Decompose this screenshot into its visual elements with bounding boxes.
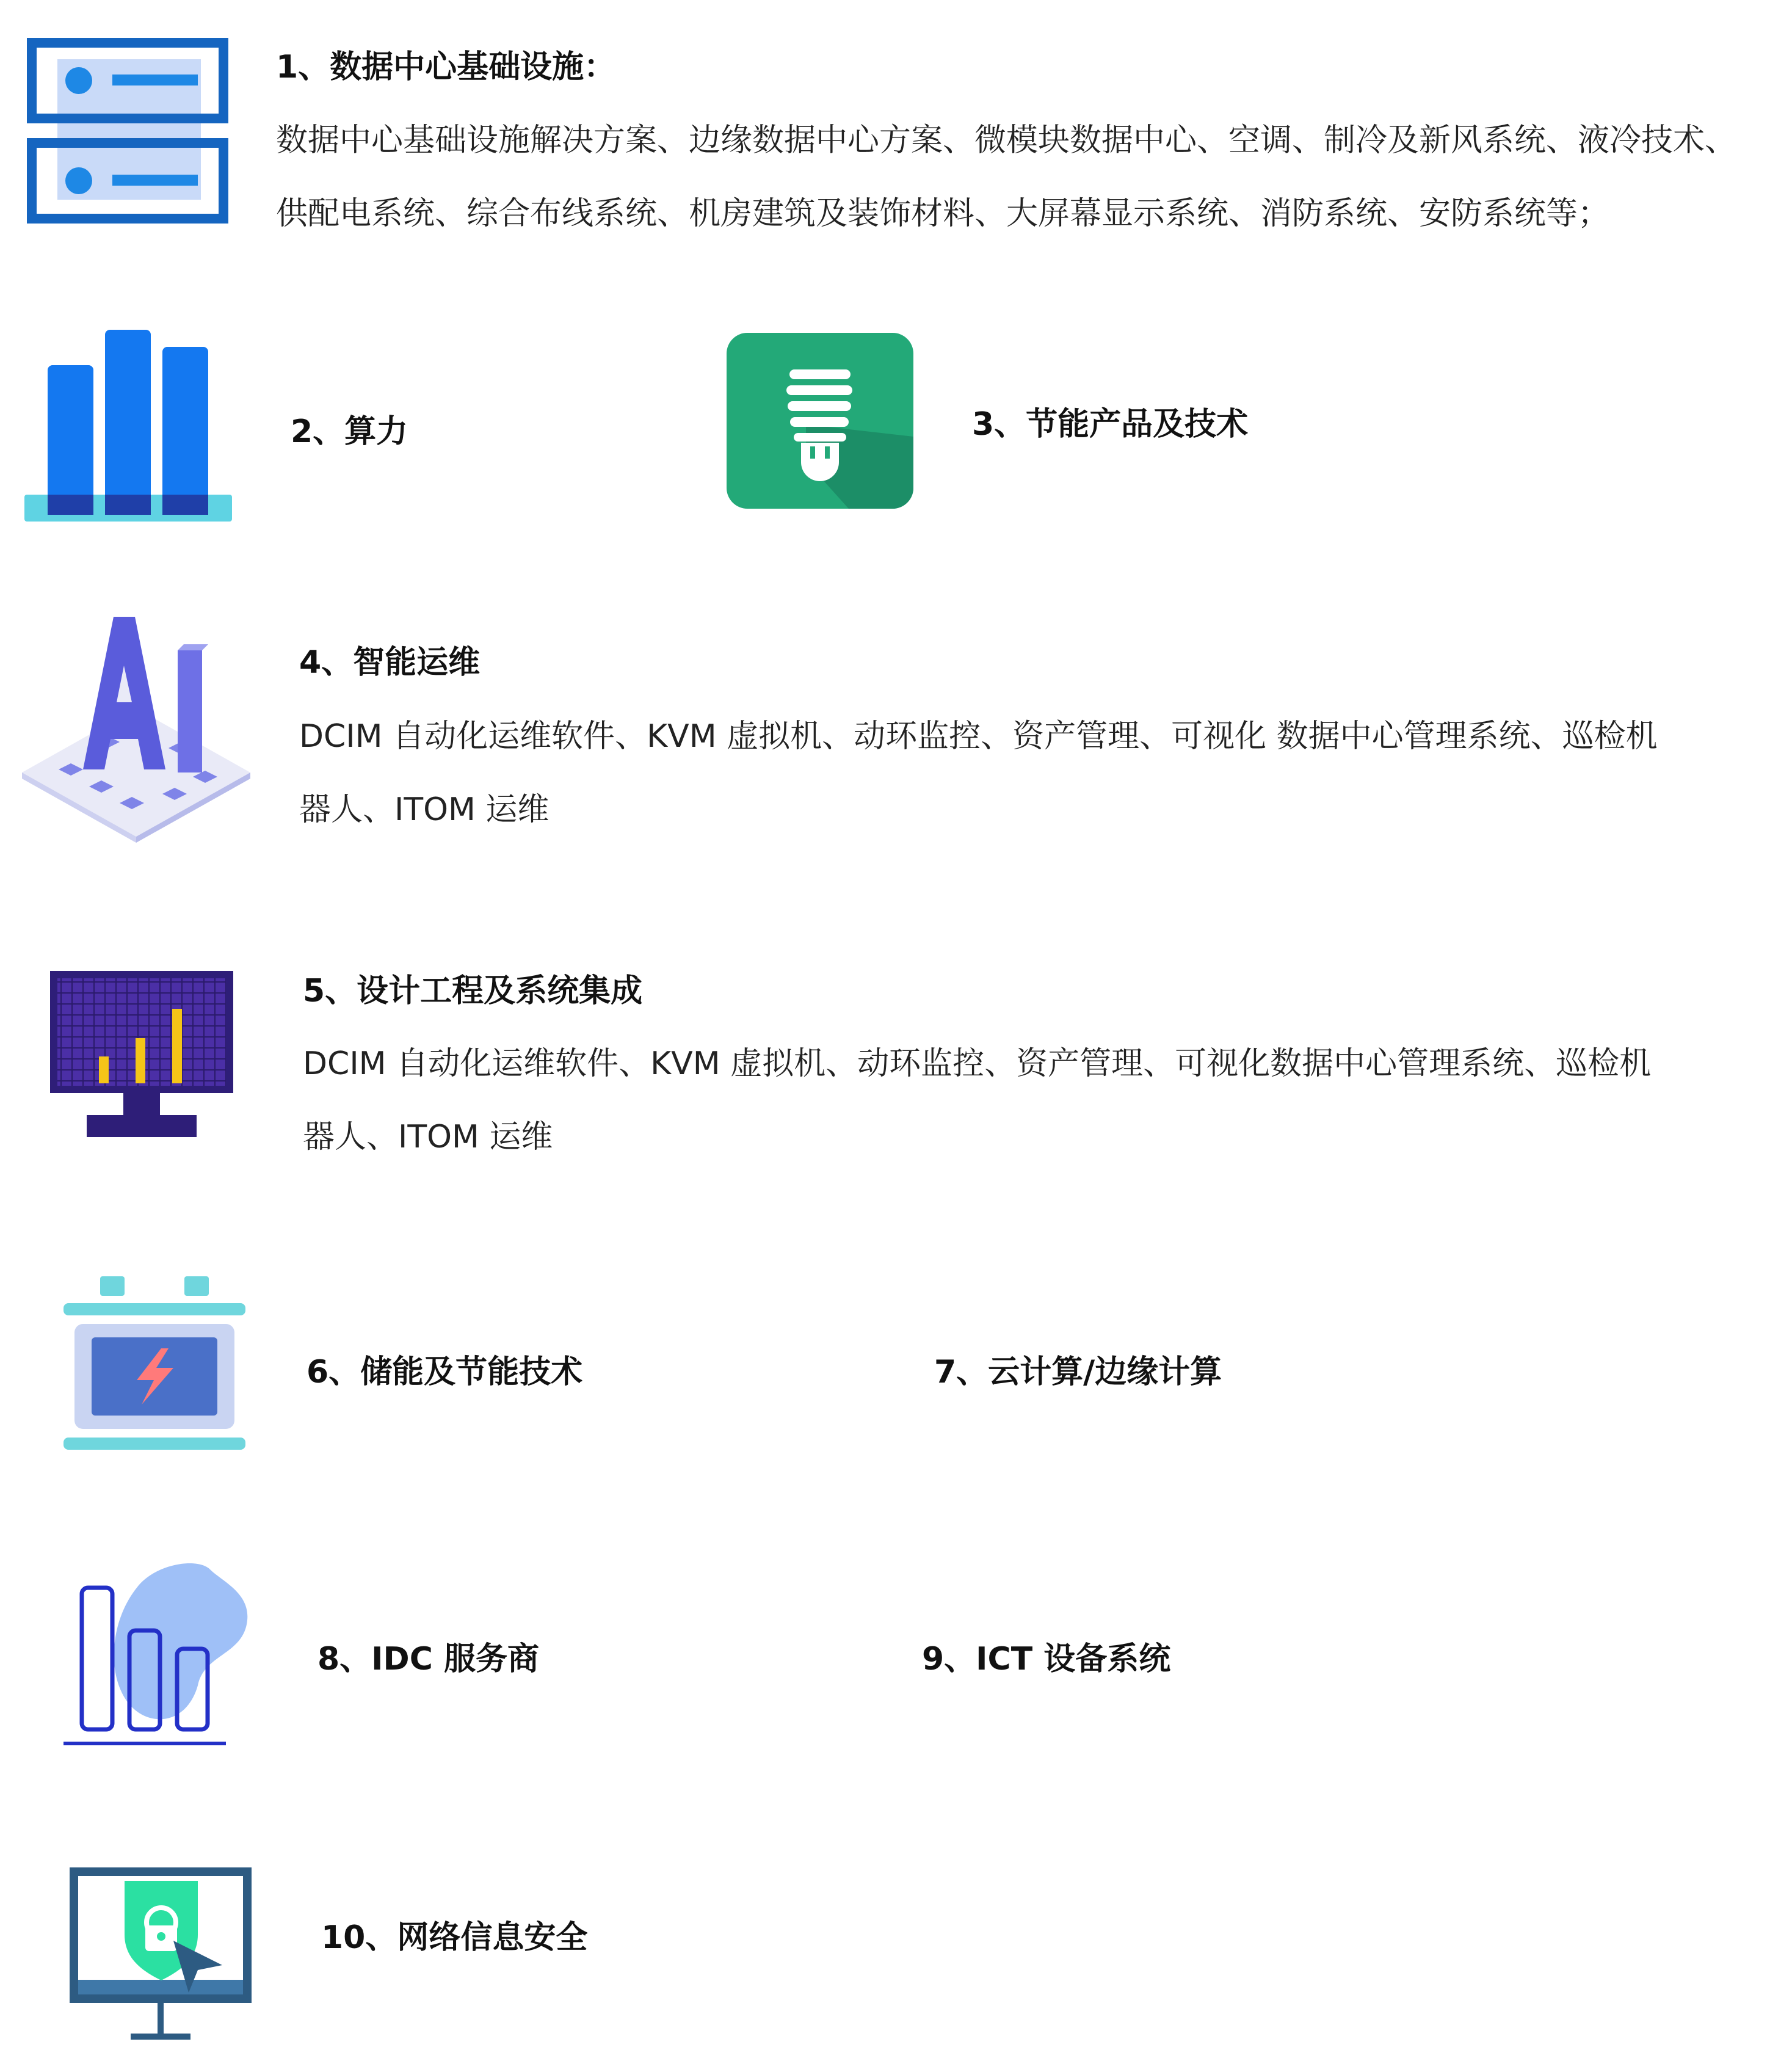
section-1-title: 1、数据中心基础设施： [276,49,616,85]
section-4-title: 4、智能运维 [299,644,481,681]
section-1-line-1: 数据中心基础设施解决方案、边缘数据中心方案、微模块数据中心、空调、制冷及新风系统、液冷技术、 [276,122,1737,159]
section-1-line-2: 供配电系统、综合布线系统、机房建筑及装饰材料、大屏幕显示系统、消防系统、安防系统等； [276,195,1610,232]
pixel-monitor-icon [50,971,233,1137]
battery-icon [63,1276,245,1453]
section-8-title: 8、IDC 服务商 [317,1641,539,1678]
bar-stats-icon [63,1557,250,1753]
section-3-title: 3、节能产品及技术 [972,406,1249,443]
ai-chip-icon [22,617,250,843]
energy-bulb-icon [727,333,913,509]
section-6-title: 6、储能及节能技术 [307,1354,583,1390]
section-5-line-1: DCIM 自动化运维软件、KVM 虚拟机、动环监控、资产管理、可视化数据中心管理系统、巡检机 [303,1045,1652,1082]
security-monitor-icon [70,1867,252,2045]
section-4-line-1: DCIM 自动化运维软件、KVM 虚拟机、动环监控、资产管理、可视化 数据中心管理系统、巡检机 [299,718,1658,755]
section-5-line-2: 器人、ITOM 运维 [303,1119,553,1155]
bar-chart-icon [24,330,232,525]
section-4-line-2: 器人、ITOM 运维 [299,791,550,828]
section-7-title: 7、云计算/边缘计算 [934,1354,1222,1390]
section-10-title: 10、网络信息安全 [321,1919,588,1956]
section-9-title: 9、ICT 设备系统 [922,1641,1171,1678]
section-5-title: 5、设计工程及系统集成 [303,973,643,1009]
server-icon [27,38,228,228]
section-2-title: 2、算力 [291,413,408,450]
